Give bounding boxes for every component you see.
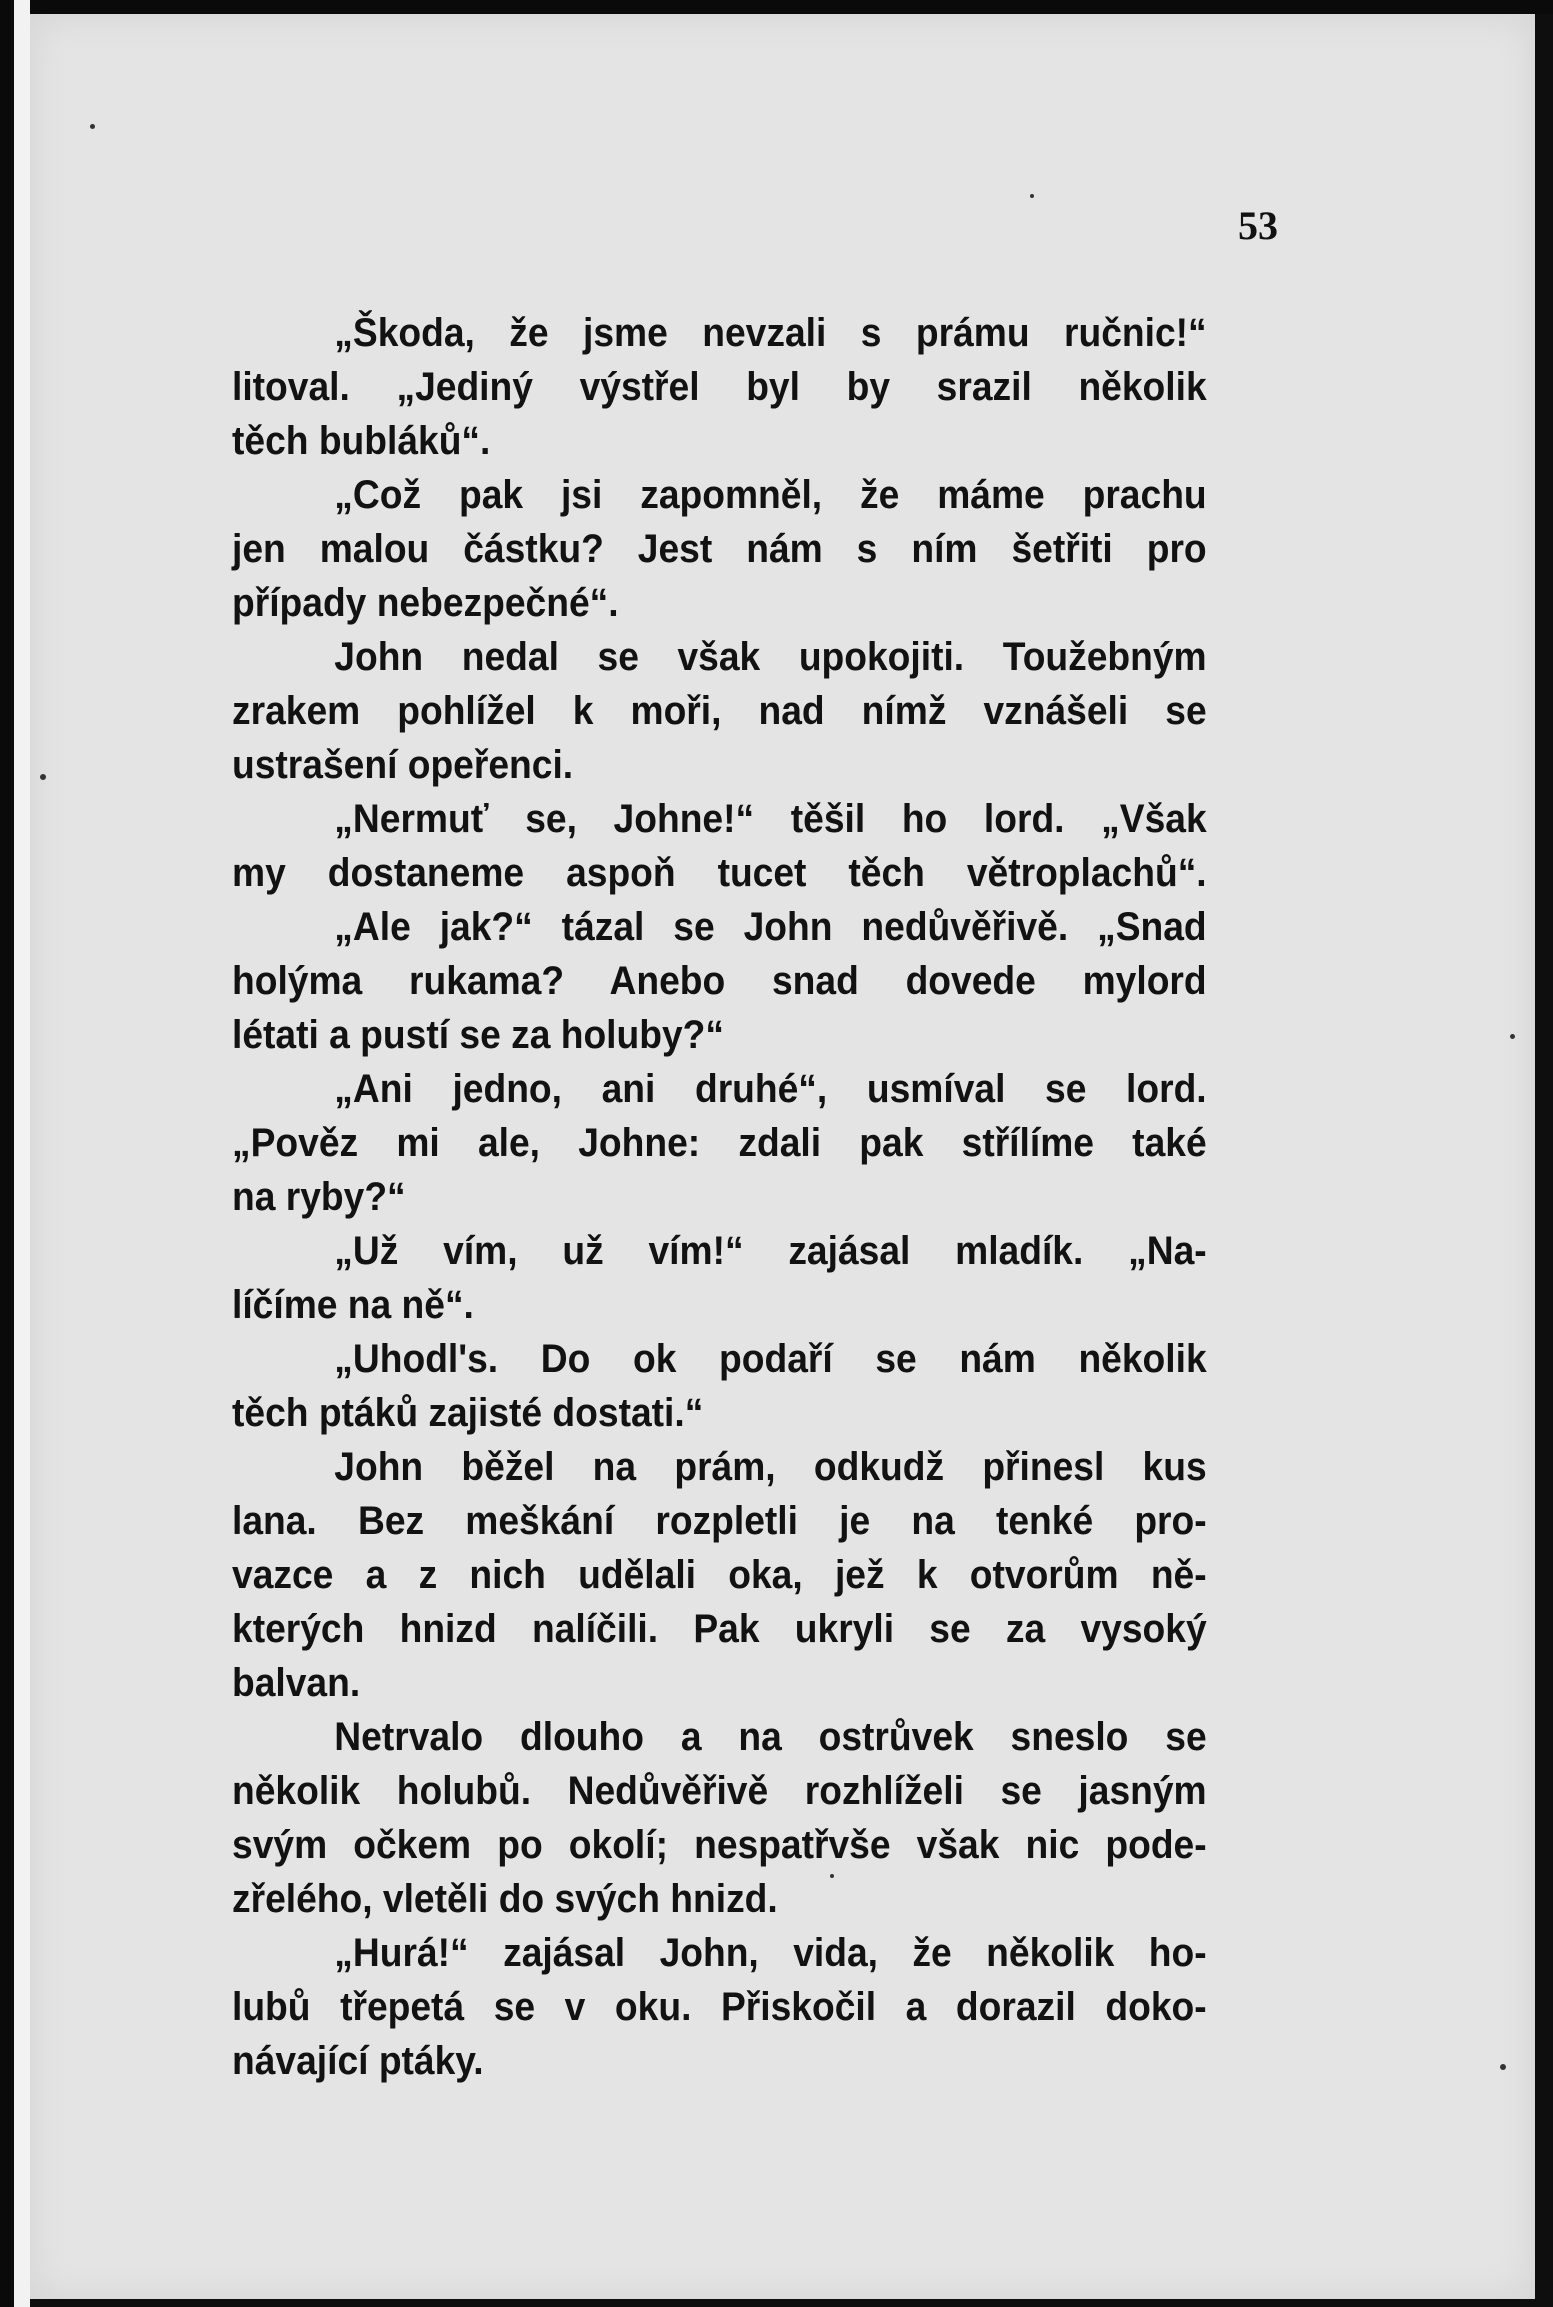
text-line: těch ptáků zajisté dostati.“ [232, 1391, 704, 1435]
text-line: ustrašení opeřenci. [232, 743, 574, 787]
text-line: litoval. „Jediný výstřel byl by srazil několik [232, 365, 1207, 409]
text-line: několik holubů. Nedůvěřivě rozhlíželi se jasným [232, 1769, 1207, 1813]
text-line: „Škoda, že jsme nevzali s prámu ručnic!“ [334, 311, 1207, 355]
text-line: kterých hnizd nalíčili. Pak ukryli se za vysoký [232, 1607, 1207, 1651]
text-line: Netrvalo dlouho a na ostrůvek sneslo se [334, 1715, 1207, 1759]
scan-speck [40, 774, 46, 780]
text-line: na ryby?“ [232, 1175, 406, 1219]
text-line: lana. Bez meškání rozpletli je na tenké pro- [232, 1499, 1207, 1543]
text-line: zřelého, vletěli do svých hnizd. [232, 1877, 778, 1921]
text-line: těch bubláků“. [232, 419, 491, 463]
text-line: létati a pustí se za holuby?“ [232, 1013, 724, 1057]
scan-top-border [0, 0, 1553, 14]
scan-speck [1500, 2064, 1506, 2070]
text-line: John nedal se však upokojiti. Toužebným [334, 635, 1207, 679]
text-line: „Ani jedno, ani druhé“, usmíval se lord. [334, 1067, 1207, 1111]
scan-speck [1030, 194, 1034, 198]
text-line: my dostaneme aspoň tucet těch větroplachů“. [232, 851, 1207, 895]
text-line: „Ale jak?“ tázal se John nedůvěřivě. „Snad [334, 905, 1207, 949]
scan-speck [90, 124, 95, 129]
text-line: vazce a z nich udělali oka, jež k otvorům ně- [232, 1553, 1207, 1597]
text-line: „Což pak jsi zapomněl, že máme prachu [334, 473, 1207, 517]
text-line: líčíme na ně“. [232, 1283, 474, 1327]
text-line: „Pověz mi ale, Johne: zdali pak střílíme také [232, 1121, 1207, 1165]
text-line: „Uhodl's. Do ok podaří se nám několik [334, 1337, 1207, 1381]
text-line: „Už vím, už vím!“ zajásal mladík. „Na- [334, 1229, 1207, 1273]
text-line: „Hurá!“ zajásal John, vida, že několik ho- [334, 1931, 1207, 1975]
text-line: jen malou částku? Jest nám s ním šetřiti pro [232, 527, 1207, 571]
text-line: zrakem pohlížel k moři, nad nímž vznášeli se [232, 689, 1207, 733]
text-line: lubů třepetá se v oku. Přiskočil a dorazil doko- [232, 1985, 1207, 2029]
text-line: svým očkem po okolí; nespatřvše však nic pode- [232, 1823, 1207, 1867]
text-line: holýma rukama? Anebo snad dovede mylord [232, 959, 1207, 1003]
text-line: případy nebezpečné“. [232, 581, 619, 625]
text-line: návající ptáky. [232, 2039, 484, 2083]
text-line: balvan. [232, 1661, 361, 1705]
text-line: „Nermuť se, Johne!“ těšil ho lord. „Však [334, 797, 1207, 841]
page-number: 53 [1238, 203, 1278, 248]
body-text [232, 306, 1207, 2088]
scan-speck [1510, 1034, 1515, 1039]
scan-left-border [0, 0, 30, 2307]
text-line: John běžel na prám, odkudž přinesl kus [334, 1445, 1207, 1489]
